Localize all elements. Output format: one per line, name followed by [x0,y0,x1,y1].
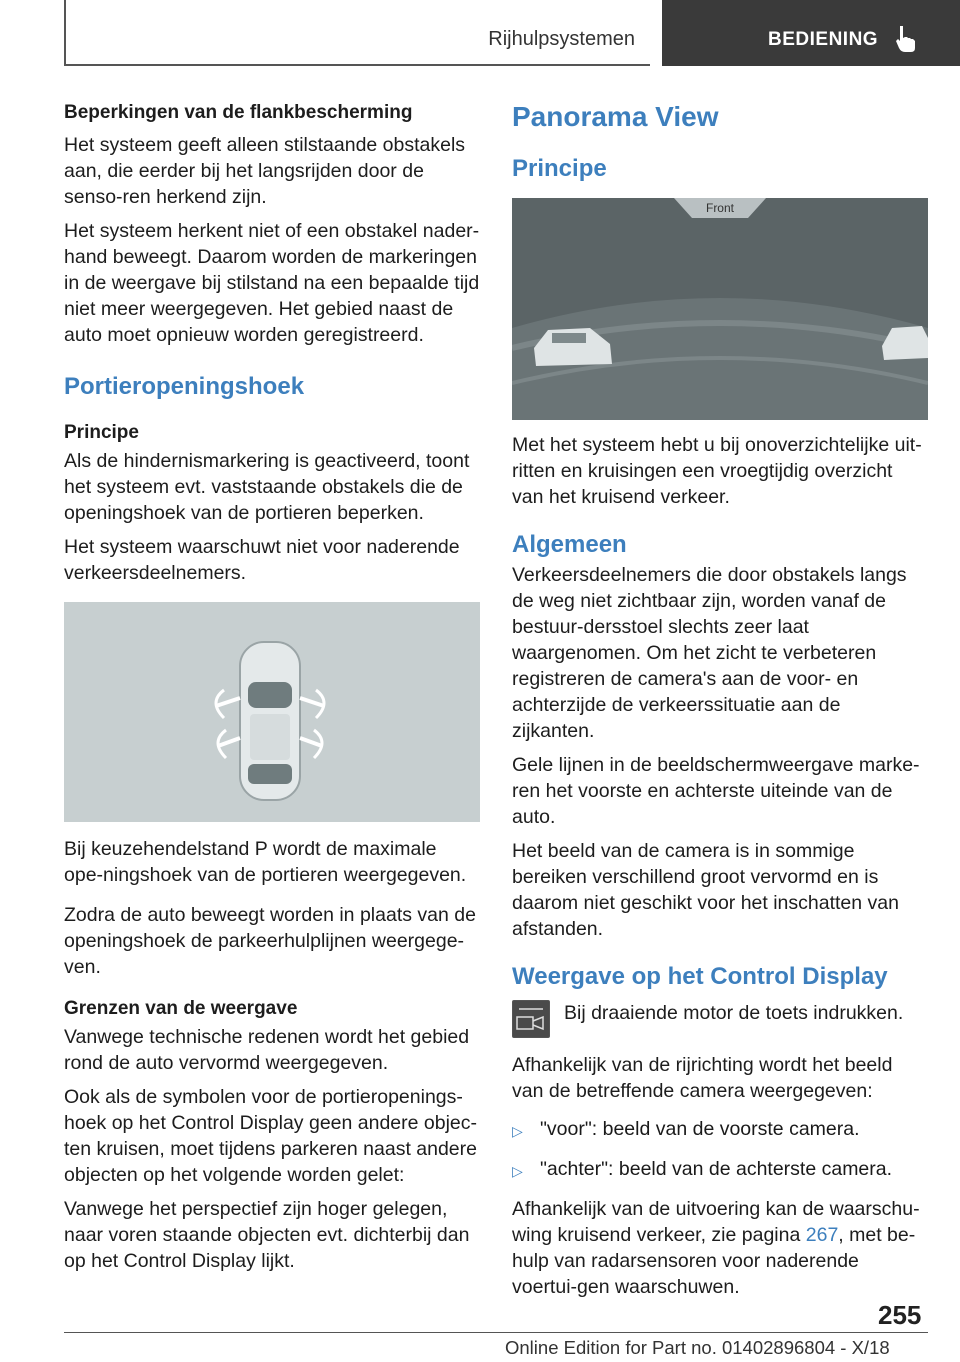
paragraph: Ook als de symbolen voor de portieropenings-hoek op het Control Display geen andere objec-ten kruisen, moet tijdens parkeren naast andere objecten op het volgende worden gelet: [64,1086,478,1186]
header-rule-bottom [64,64,650,66]
right-column [512,100,928,1308]
camera-button-icon [512,1000,550,1038]
list-item: ▷ "achter": beeld van de achterste camera. [512,1156,928,1184]
paragraph: Bij draaiende motor de toets indrukken. [564,1002,904,1024]
footer-rule [64,1332,928,1333]
paragraph: Afhankelijk van de uitvoering kan de waarschu-wing kruisend verkeer, zie pagina 267, met be-hulp van radarsensoren voor naderende voertui-gen waarschuwen. [512,1198,920,1298]
paragraph: Als de hindernismarkering is geactiveerd, toont het systeem evt. vaststaande obstakels die de openingshoek van de portieren beperken. [64,450,470,524]
list-item: ▷ "voor": beeld van de voorste camera. [512,1116,928,1144]
left-column [64,100,480,1282]
button-instruction [512,1000,928,1038]
triangle-bullet-icon: ▷ [512,1123,523,1139]
page-reference-link[interactable]: 267 [805,1224,839,1246]
control-display-heading: Weergave op het Control Display [512,963,888,990]
front-label: Front [705,201,735,215]
principle-heading: Principe [512,155,607,182]
display-limits-heading: Grenzen van de weergave [64,998,298,1019]
paragraph: Zodra de auto beweegt worden in plaats van de openingshoek de parkeerhulplijnen weergege-ven. [64,904,476,978]
paragraph: Gele lijnen in de beeldschermweergave marke-ren het voorste en achterste uiteinde van de auto. [512,754,920,828]
header-tab-label: BEDIENING [768,29,879,50]
header-section-title: Rijhulpsystemen [488,28,635,50]
paragraph: Bij keuzehendelstand P wordt de maximale ope-ningshoek van de portieren weergegeven. [64,838,467,886]
paragraph: Verkeersdeelnemers die door obstakels langs de weg niet zichtbaar zijn, worden vanaf de bestuur-dersstoel slechts zeer laat waargenomen. Om het zicht te verbeteren registreren de camera's aan de voor- en achterzijde de verkeerssituatie aan de zijkanten. [512,564,907,742]
paragraph: Het beeld van de camera is in sommige bereiken verschillend groot vervormd en is daarom niet geschikt voor het inschatten van afstanden. [512,840,899,940]
flank-limits-heading: Beperkingen van de flankbescherming [64,102,413,123]
pointing-hand-icon [894,24,920,54]
panorama-camera-illustration [512,198,928,420]
door-angle-heading: Portieropeningshoek [64,373,305,400]
general-heading: Algemeen [512,531,627,558]
door-opening-angle-illustration [64,602,480,822]
paragraph: Vanwege technische redenen wordt het gebied rond de auto vervormd weergegeven. [64,1026,470,1074]
paragraph: Het systeem waarschuwt niet voor naderende verkeersdeelnemers. [64,536,460,584]
paragraph: Het systeem herkent niet of een obstakel nader-hand beweegt. Daarom worden de markeringen in de weergave bij stilstand na een bepaalde tijd niet meer weergegeven. Het gebied naast de auto moet opnieuw worden geregistreerd. [64,220,480,346]
panorama-view-title: Panorama View [512,101,719,132]
header-rule-left [64,0,66,66]
paragraph: Het systeem geeft alleen stilstaande obstakels aan, die eerder bij het langsrijden door de senso-ren herkend zijn. [64,134,466,208]
edition-footer: Online Edition for Part no. 01402896804 - X/18 [505,1337,890,1358]
paragraph: Met het systeem hebt u bij onoverzichtelijke uit-ritten en kruisingen een vroegtijdig overzicht van het kruisend verkeer. [512,434,922,508]
paragraph: Afhankelijk van de rijrichting wordt het beeld van de betreffende camera weergegeven: [512,1054,893,1102]
triangle-bullet-icon: ▷ [512,1163,523,1179]
principle-subheading: Principe [64,422,139,443]
paragraph: Vanwege het perspectief zijn hoger gelegen, naar voren staande objecten evt. dichterbij dan op het Control Display lijkt. [64,1198,470,1272]
page-number: 255 [878,1300,922,1330]
